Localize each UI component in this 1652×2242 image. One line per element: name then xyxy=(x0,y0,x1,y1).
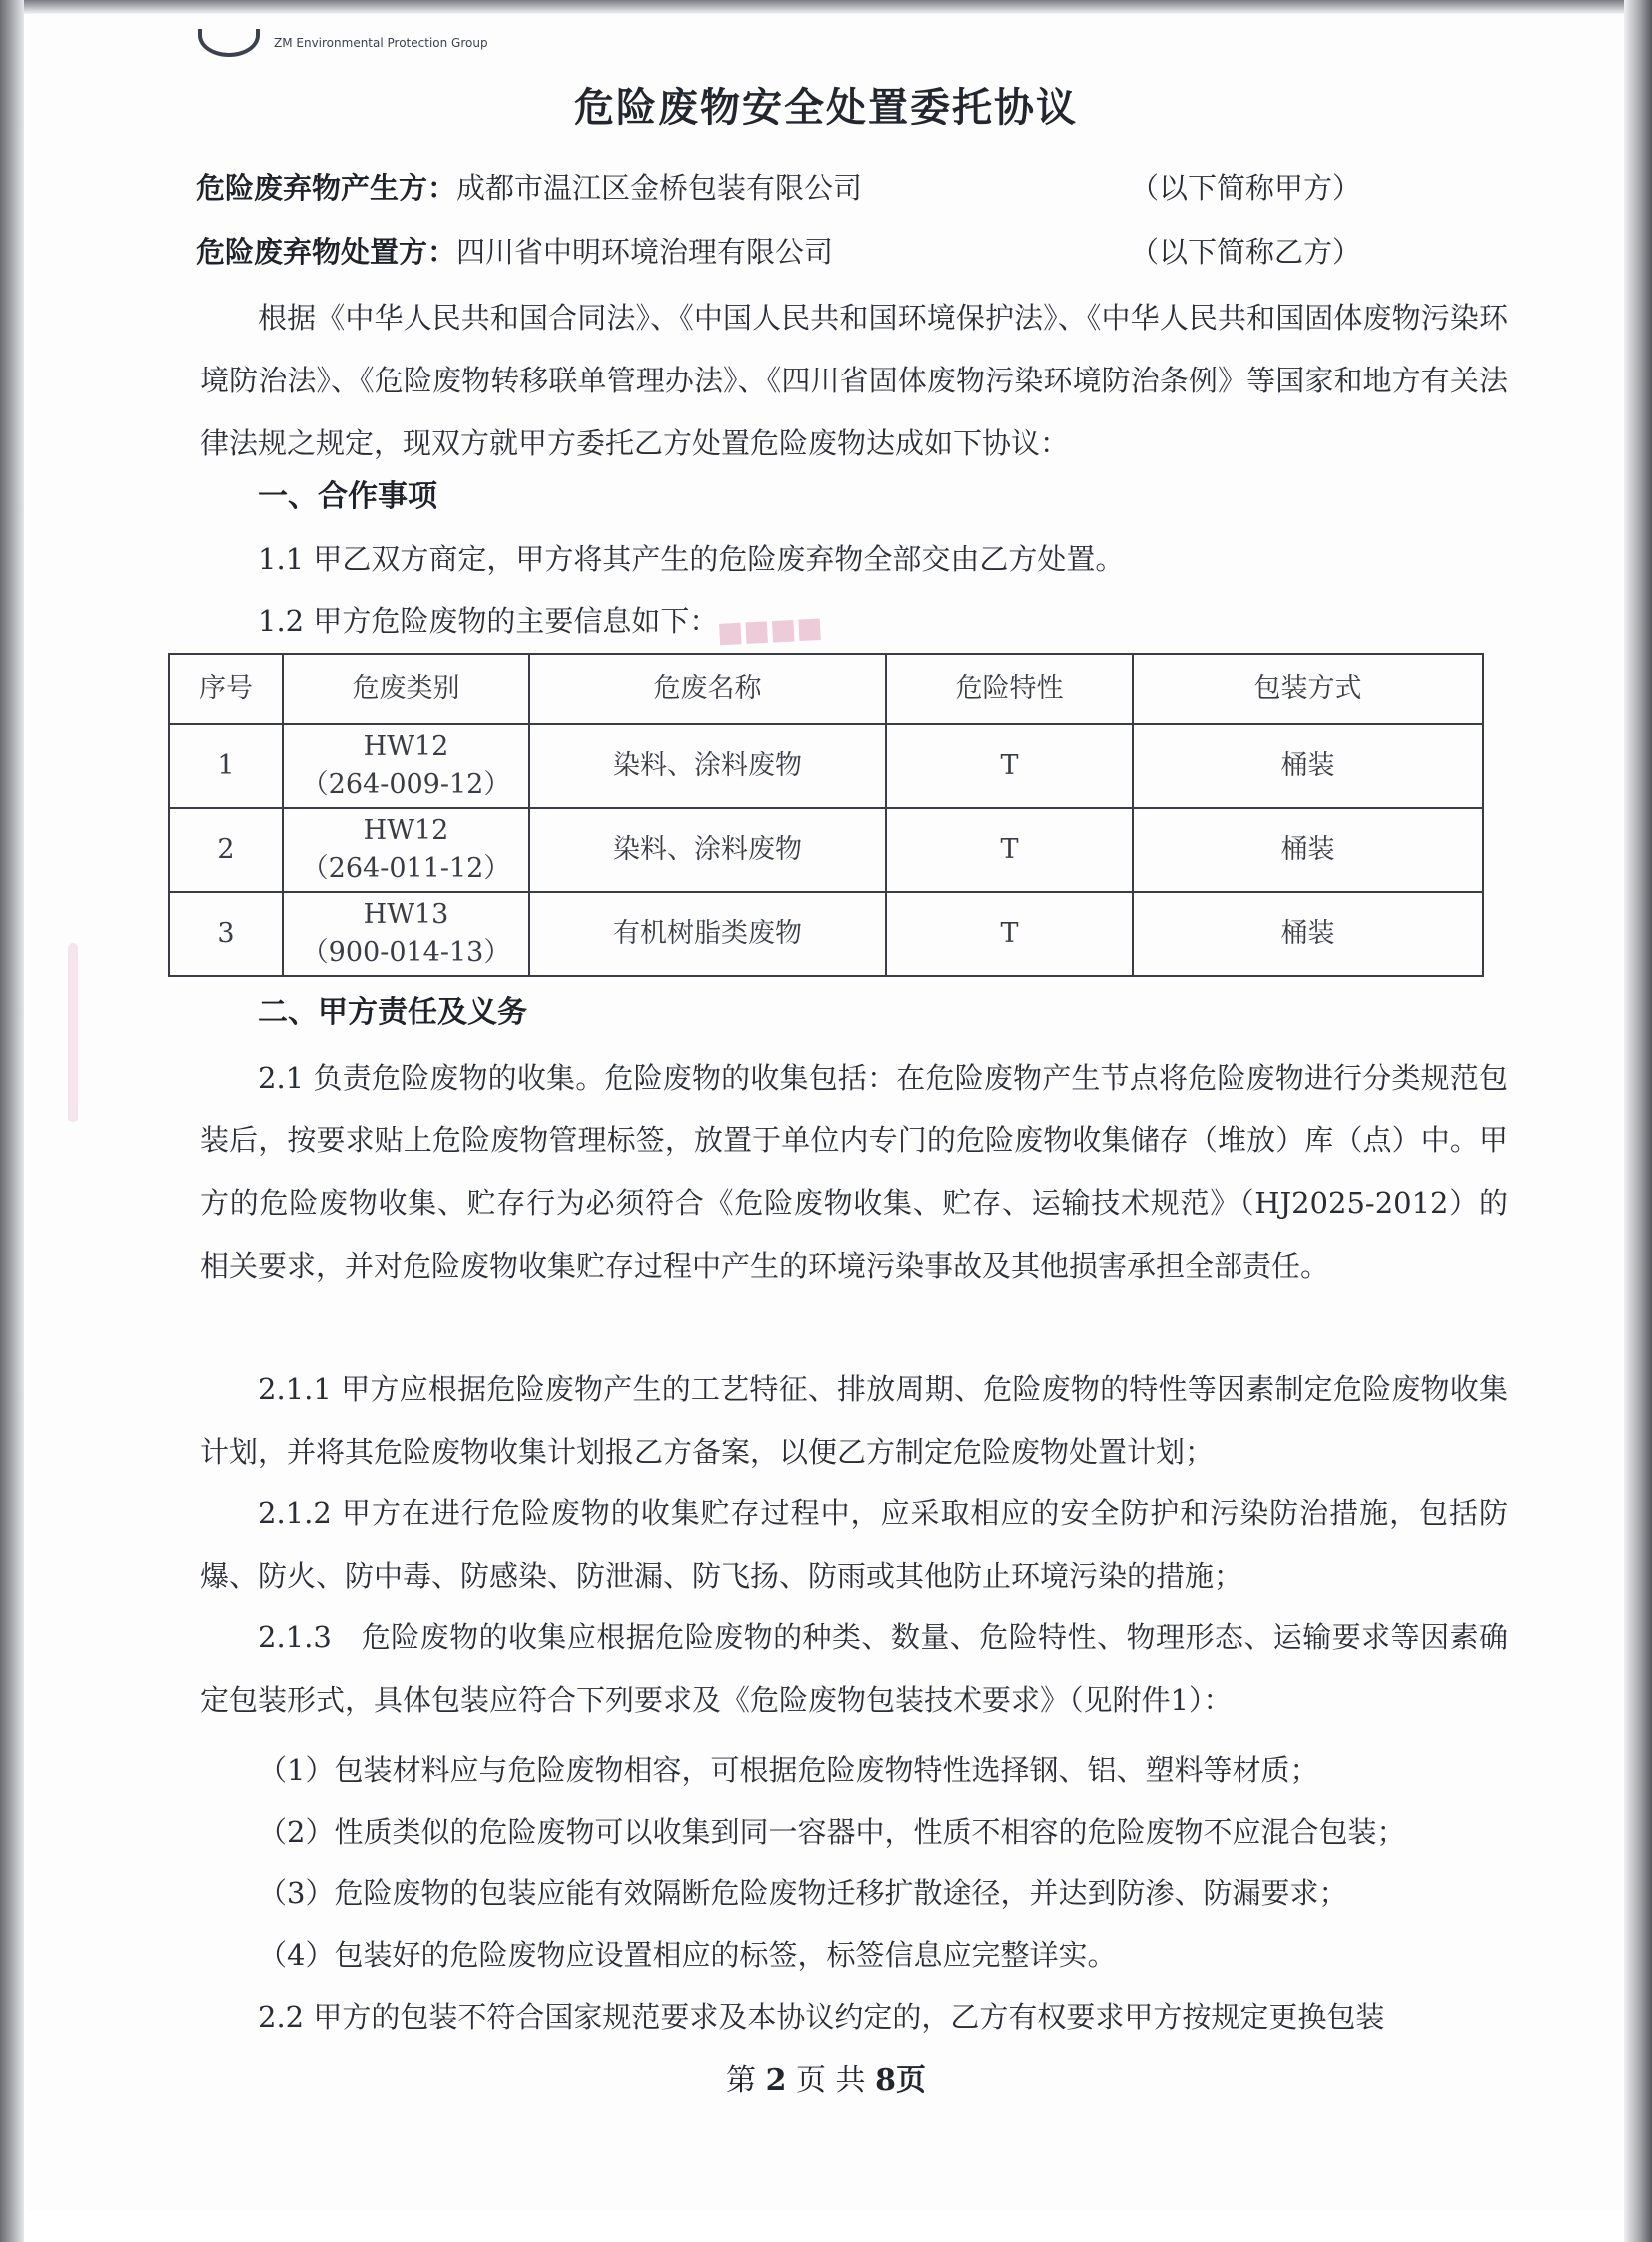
cell-name: 染料、涂料废物 xyxy=(529,724,886,808)
intro-paragraph: 根据《中华人民共和国合同法》、《中国人民共和国环境保护法》、《中华人民共和国固体废物污染环境防治法》、《危险废物转移联单管理办法》、《四川省固体废物污染环境防治条例》等国家和地方有关法律法规之规定，现双方就甲方委托乙方处置危险废物达成如下协议： xyxy=(200,301,1508,460)
footer-prefix: 第 xyxy=(726,2063,757,2098)
list-item: （1）包装材料应与危险废物相容，可根据危险废物特性选择钢、铝、塑料等材质； xyxy=(258,1753,1319,1787)
table-header-cell: 危废名称 xyxy=(529,654,886,724)
party-producer-note: （以下简称甲方） xyxy=(1130,171,1362,205)
clause-1-2: 1.2 甲方危险废物的主要信息如下： xyxy=(258,604,719,638)
table-row xyxy=(169,808,1483,892)
scan-edge-right xyxy=(1624,0,1652,2242)
table-header-row xyxy=(169,654,1483,724)
cell-category-class: HW12 xyxy=(363,731,449,762)
party-producer xyxy=(196,166,1504,210)
table-header-cell: 危险特性 xyxy=(886,654,1133,724)
scan-edge-top xyxy=(0,0,1652,14)
section2-heading: 二、甲方责任及义务 xyxy=(258,995,527,1030)
section1-heading: 一、合作事项 xyxy=(258,479,437,514)
cell-category-code: （900-014-13） xyxy=(301,937,511,968)
list-item: （4）包装好的危险废物应设置相应的标签，标签信息应完整详实。 xyxy=(258,1938,1117,1972)
cell-packing: 桶装 xyxy=(1133,724,1483,808)
table-row xyxy=(169,892,1483,976)
margin-stain xyxy=(68,943,78,1122)
cell-category-code: （264-009-12） xyxy=(301,769,511,800)
logo-mark-icon xyxy=(198,29,260,57)
footer-total-pages: 8页 xyxy=(875,2063,926,2098)
cell-name: 有机树脂类废物 xyxy=(529,892,886,976)
cell-no: 2 xyxy=(169,808,283,892)
cell-hazard: T xyxy=(886,892,1133,976)
party-disposer-name: 四川省中明环境治理有限公司 xyxy=(456,235,834,269)
clause-1-1: 1.1 甲乙双方商定，甲方将其产生的危险废弃物全部交由乙方处置。 xyxy=(258,542,1125,576)
company-logo xyxy=(198,28,488,58)
cell-category xyxy=(283,808,529,892)
list-item: （2）性质类似的危险废物可以收集到同一容器中，性质不相容的危险废物不应混合包装； xyxy=(258,1815,1406,1849)
party-producer-name: 成都市温江区金桥包装有限公司 xyxy=(456,171,863,205)
cell-packing: 桶装 xyxy=(1133,892,1483,976)
cell-category xyxy=(283,724,529,808)
party-disposer xyxy=(196,230,1504,274)
party-disposer-note: （以下简称乙方） xyxy=(1130,235,1362,269)
table-header-cell: 序号 xyxy=(169,654,283,724)
stamp-mark: ■■■■ xyxy=(716,610,824,649)
cell-name: 染料、涂料废物 xyxy=(529,808,886,892)
cell-no: 1 xyxy=(169,724,283,808)
clause-2-1-2: 2.1.2 甲方在进行危险废物的收集贮存过程中，应采取相应的安全防护和污染防治措施，包括防爆、防火、防中毒、防感染、防泄漏、防飞扬、防雨或其他防止环境污染的措施； xyxy=(200,1496,1508,1593)
document-title: 危险废物安全处置委托协议 xyxy=(574,85,1078,131)
party-producer-label: 危险废弃物产生方： xyxy=(196,171,457,205)
cell-category-code: （264-011-12） xyxy=(301,853,511,884)
cell-category-class: HW12 xyxy=(363,815,449,846)
waste-table xyxy=(168,653,1484,977)
party-disposer-label: 危险废弃物处置方： xyxy=(196,235,457,269)
page-footer xyxy=(28,2055,1624,2099)
footer-mid: 页 共 xyxy=(796,2063,866,2098)
clause-2-2: 2.2 甲方的包装不符合国家规范要求及本协议约定的，乙方有权要求甲方按规定更换包装 xyxy=(258,2000,1385,2034)
table-row xyxy=(169,724,1483,808)
cell-packing: 桶装 xyxy=(1133,808,1483,892)
cell-category-class: HW13 xyxy=(363,899,449,930)
cell-hazard: T xyxy=(886,808,1133,892)
clause-2-1-1: 2.1.1 甲方应根据危险废物产生的工艺特征、排放周期、危险废物的特性等因素制定危险废物收集计划，并将其危险废物收集计划报乙方备案，以便乙方制定危险废物处置计划； xyxy=(200,1372,1508,1469)
document-page xyxy=(28,14,1624,2211)
cell-category xyxy=(283,892,529,976)
scan-edge-left xyxy=(0,0,24,2242)
footer-page-number: 2 xyxy=(765,2063,787,2098)
list-item: （3）危险废物的包装应能有效隔断危险废物迁移扩散途径，并达到防渗、防漏要求； xyxy=(258,1876,1348,1910)
table-header-cell: 危废类别 xyxy=(283,654,529,724)
table-header-cell: 包装方式 xyxy=(1133,654,1483,724)
clause-2-1: 2.1 负责危险废物的收集。危险废物的收集包括：在危险废物产生节点将危险废物进行分类规范包装后，按要求贴上危险废物管理标签，放置于单位内专门的危险废物收集储存（堆放）库（点）中。甲方的危险废物收集、贮存行为必须符合《危险废物收集、贮存、运输技术规范》（HJ2025-2012）的相关要求，并对危险废物收集贮存过程中产生的环境污染事故及其他损害承担全部责任。 xyxy=(200,1061,1508,1283)
cell-hazard: T xyxy=(886,724,1133,808)
logo-text: ZM Environmental Protection Group xyxy=(274,36,488,50)
cell-no: 3 xyxy=(169,892,283,976)
clause-2-1-3: 2.1.3 危险废物的收集应根据危险废物的种类、数量、危险特性、物理形态、运输要求等因素确定包装形式，具体包装应符合下列要求及《危险废物包装技术要求》（见附件1）： xyxy=(200,1620,1508,1717)
